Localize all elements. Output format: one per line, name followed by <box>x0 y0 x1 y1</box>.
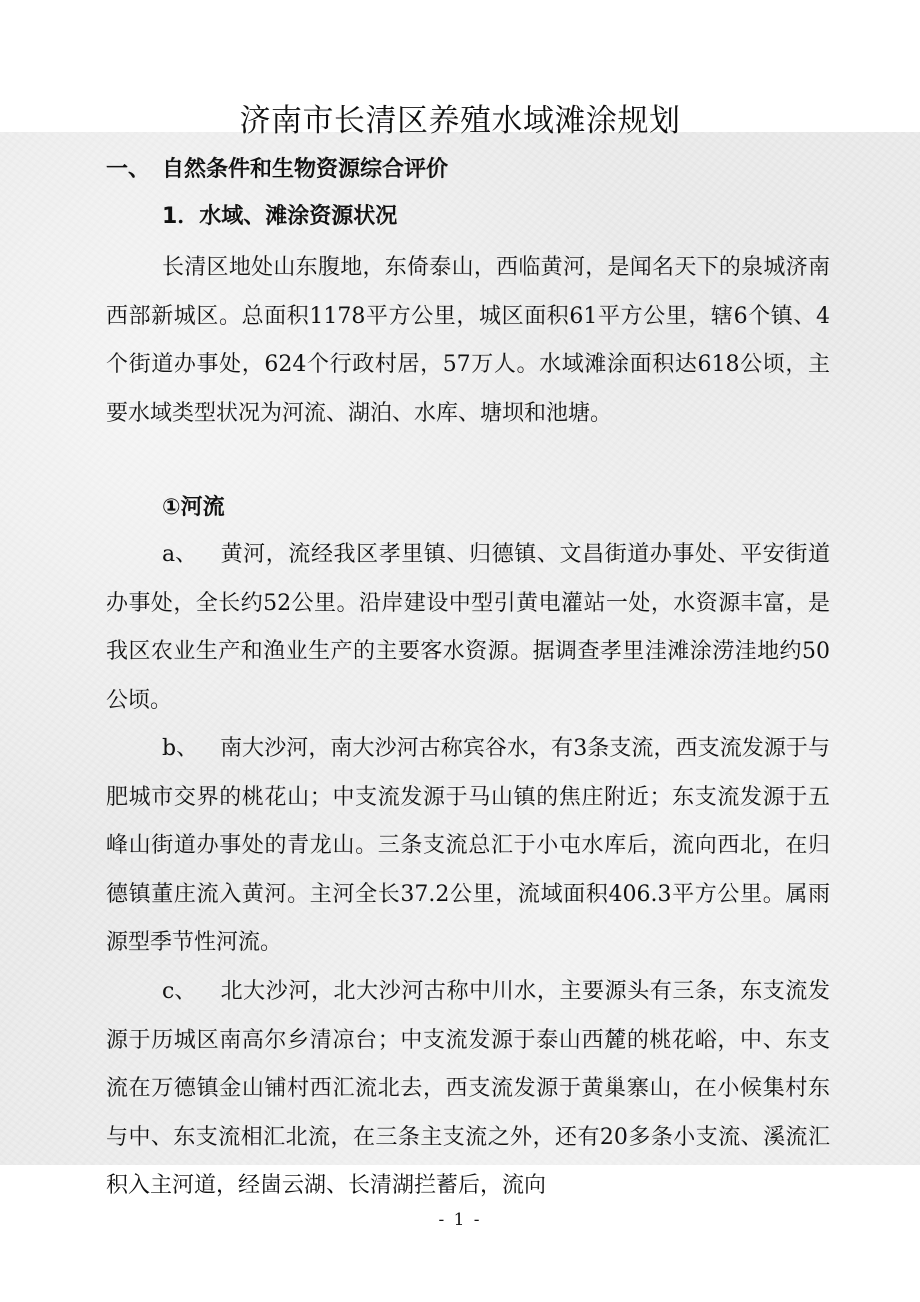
item-letter: a、 <box>162 542 198 567</box>
item-text: 南大沙河，南大沙河古称宾谷水，有3条支流，西支流发源于与肥城市交界的桃花山；中支流发源于马山镇的焦庄附近；东支流发源于五峰山街道办事处的青龙山。三条支流总汇于小屯水库后，流向西北，在归德镇董庄流入黄河。主河全长37.2公里，流域面积406.3平方公里。属雨源型季节性河流。 <box>106 736 830 955</box>
river-item-a <box>106 531 830 725</box>
page-number: - 1 - <box>438 1210 482 1230</box>
document-title: 济南市长清区养殖水域滩涂规划 <box>239 103 681 139</box>
item-text: 北大沙河，北大沙河古称中川水，主要源头有三条，东支流发源于历城区南高尔乡清凉台；中支流发源于泰山西麓的桃花峪，中、东支流在万德镇金山铺村西汇流北去，西支流发源于黄巢寨山，在小候集村东与中、东支流相汇北流，在三条主支流之外，还有20多条小支流、溪流汇积入主河道，经崮云湖、长清湖拦蓄后，流向 <box>106 979 830 1198</box>
rivers-heading: ①河流 <box>162 495 225 520</box>
section-number: 一、 <box>106 157 151 182</box>
item-text: 黄河，流经我区孝里镇、归德镇、文昌街道办事处、平安街道办事处，全长约52公里。沿岸建设中型引黄电灌站一处，水资源丰富，是我区农业生产和渔业生产的主要客水资源。据调查孝里洼滩涂涝洼地约50公顷。 <box>106 542 830 713</box>
river-item-b <box>106 725 830 968</box>
section-heading <box>106 152 448 188</box>
subsection-heading: 1．水域、滩涂资源状况 <box>162 204 398 229</box>
item-letter: b、 <box>162 736 199 761</box>
intro-paragraph: 长清区地处山东腹地，东倚泰山，西临黄河，是闻名天下的泉城济南西部新城区。总面积1178平方公里，城区面积61平方公里，辖6个镇、4个街道办事处，624个行政村居，57万人。水域滩涂面积达618公顷，主要水域类型状况为河流、湖泊、水库、塘坝和池塘。 <box>106 255 830 426</box>
item-letter: c、 <box>162 979 197 1004</box>
section-heading-text: 自然条件和生物资源综合评价 <box>162 157 449 182</box>
river-item-c <box>106 968 830 1211</box>
